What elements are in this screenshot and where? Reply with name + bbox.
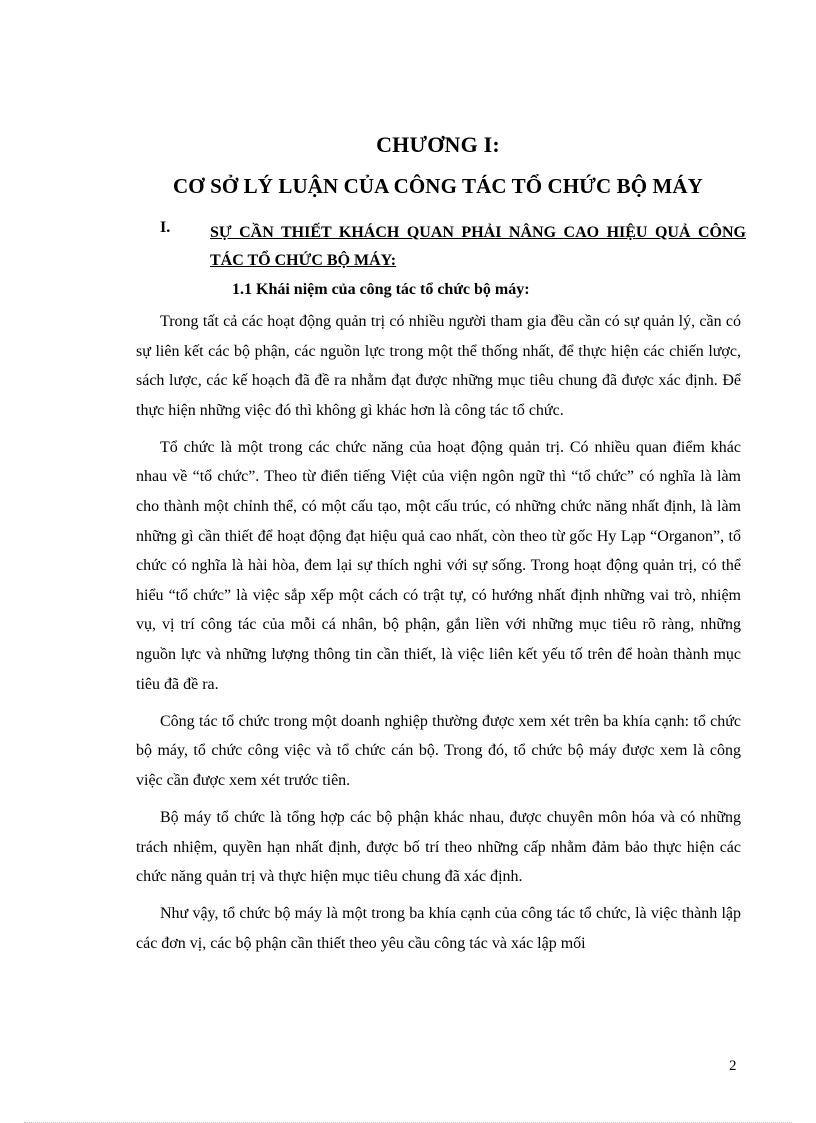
paragraph: Tổ chức là một trong các chức năng của hoạt động quản trị. Có nhiều quan điểm khác nhau về “tổ chức”. Theo từ điển tiếng Việt của viện ngôn ngữ thì “tổ chức” có nghĩa là làm cho thành một chỉnh thể, có một cấu tạo, một cấu trúc, có những chức năng nhất định, là làm những gì cần thiết để hoạt động đạt hiệu quả cao nhất, còn theo từ gốc Hy Lạp “Organon”, tổ chức có nghĩa là hài hòa, đem lại sự thích nghi với sự sống. Trong hoạt động quản trị, có thể hiểu “tổ chức” là việc sắp xếp một cách có trật tự, có hướng nhất định những vai trò, nhiệm vụ, vị trí công tác của mỗi cá nhân, bộ phận, gắn liền với những mục tiêu rõ ràng, những nguồn lực và những lượng thông tin cần thiết, là việc liên kết yếu tố trên để hoàn thành mục tiêu đã đề ra. xyxy=(136,438,741,693)
paragraph: Bộ máy tổ chức là tổng hợp các bộ phận khác nhau, được chuyên môn hóa và có những trách nhiệm, quyền hạn nhất định, được bố trí theo những cấp nhằm đảm bảo thực hiện các chức năng quản trị và thực hiện mục tiêu chung đã xác định. xyxy=(136,809,741,886)
chapter-subtitle: CƠ SỞ LÝ LUẬN CỦA CÔNG TÁC TỔ CHỨC BỘ MÁY xyxy=(173,174,703,198)
paragraph: Trong tất cả các hoạt động quản trị có nhiều người tham gia đều cần có sự quản lý, cần có sự liên kết các bộ phận, các nguồn lực trong một thể thống nhất, để thực hiện các chiến lược, sách lược, các kế hoạch đã đề ra nhằm đạt được những mục tiêu chung đã được xác định. Để thực hiện những việc đó thì không gì khác hơn là công tác tổ chức. xyxy=(136,313,741,419)
section-heading: SỰ CẦN THIẾT KHÁCH QUAN PHẢI NÂNG CAO HIỆU QUẢ CÔNG TÁC TỔ CHỨC BỘ MÁY: xyxy=(210,224,746,269)
chapter-title: CHƯƠNG I: xyxy=(376,132,500,157)
section-number: I. xyxy=(160,219,171,236)
subsection-heading: 1.1 Khái niệm của công tác tổ chức bộ máy: xyxy=(232,281,530,298)
body-text xyxy=(136,307,741,958)
page-number: 2 xyxy=(729,1058,737,1074)
paragraph: Như vậy, tổ chức bộ máy là một trong ba khía cạnh của công tác tổ chức, là việc thành lập các đơn vị, các bộ phận cần thiết theo yêu cầu công tác và xác lập mối xyxy=(136,905,741,952)
paragraph: Công tác tổ chức trong một doanh nghiệp thường được xem xét trên ba khía cạnh: tổ chức bộ máy, tổ chức công việc và tổ chức cán bộ. Trong đó, tổ chức bộ máy được xem là công việc cần được xem xét trước tiên. xyxy=(136,712,741,789)
